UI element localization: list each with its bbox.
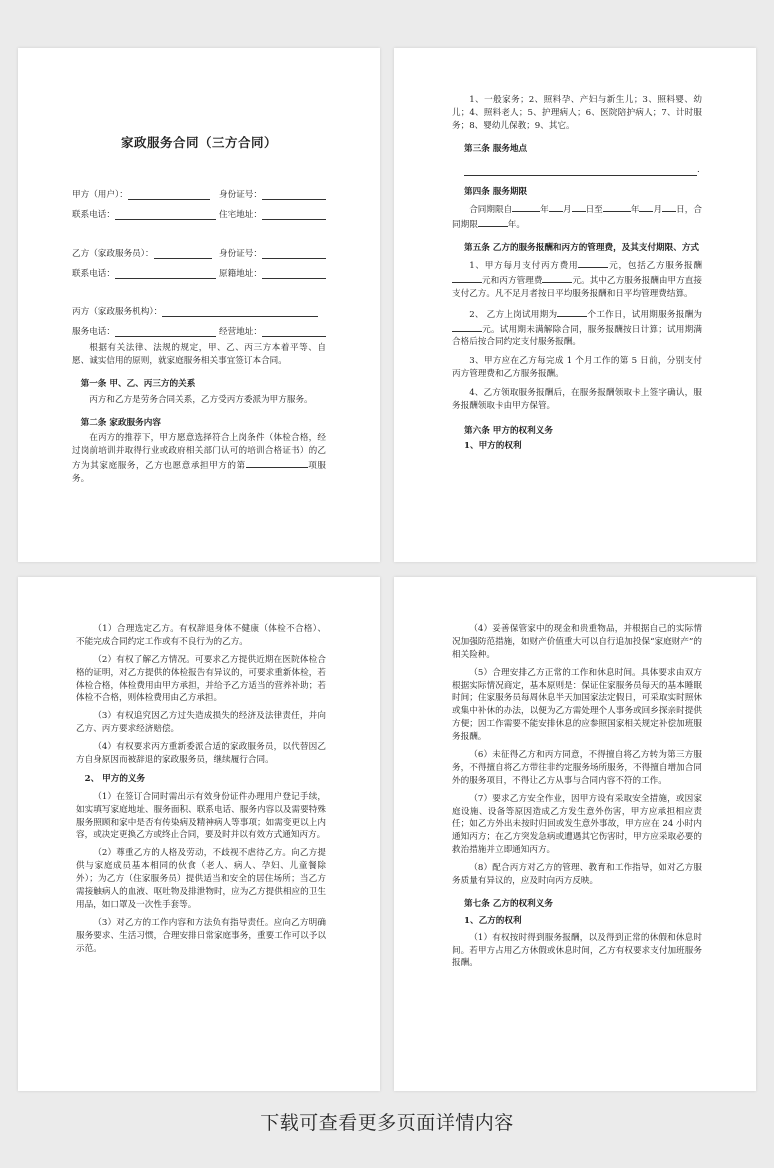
article-5-para-1: 1、甲方每月支付丙方费用 元，包括乙方服务报酬元和丙方管理费 元。其中乙方服务报酬由甲方直接支付乙方。凡不足月者按日平均服务报酬和日平均管理费结算。 (452, 258, 702, 301)
download-more-link[interactable]: 下载可查看更多页面详情内容 (260, 1112, 514, 1134)
party-a-duty-5: （5）合理安排乙方正常的工作和休息时间。具体要求由双方根据实际情况商定，基本原则是：保证住家服务员每天的基本睡眠时间；住家服务员每周休息半天加国家法定假日，可采取实时照休或集中补休的办法，以便为乙方需处理个人事务或回乡探亲时提供方便；因工作需要不能安排休息的应参照国家相关规定补偿加班服务报酬。 (452, 667, 702, 743)
document-page-2 (394, 48, 756, 562)
article-1-text: 丙方和乙方是劳务合同关系，乙方受丙方委派为甲方服务。 (89, 394, 313, 405)
article-2-text-start: 在丙方的推荐下，甲方愿意选择符合上岗条件（体检合格，经过岗前培训并取得行业或政府相关部门认可的培训合格证书）的乙方为其家庭服务，乙方也愿意承担甲方的第 (72, 433, 326, 472)
party-b-row-1 (72, 248, 326, 261)
party-a-duty-8: （8）配合丙方对乙方的管理、教育和工作指导，如对乙方服务质量有异议的，应及时向丙方反映。 (452, 863, 702, 887)
party-a-phone-label: 联系电话： (72, 210, 115, 220)
article-4-text: 合同期限自 年 月 日至 年 月 日，合同期限 年。 (452, 202, 702, 232)
article-6-heading: 第六条 甲方的权利义务 (464, 425, 553, 436)
document-page-4 (394, 577, 756, 1091)
party-c-name-field (162, 306, 318, 317)
party-a-duty-1: （1）在签订合同时需出示有效身份证件办理用户登记手续，如实填写家庭地址、服务面积、联系电话、服务内容以及需要特殊服务照顾和家中是否有传染病及精神病人等事项；如需变更以上内容，或决定更换乙方或终止合同，要及时并以有效方式通知丙方。 (76, 791, 326, 841)
party-a-row-2 (72, 209, 326, 222)
article-1-heading: 第一条 甲、乙、丙三方的关系 (80, 378, 196, 389)
party-a-row-1 (72, 189, 326, 202)
article-2-text (72, 432, 326, 486)
party-b-row-2 (72, 268, 326, 281)
party-c-phone-field (115, 326, 216, 337)
party-c-row-2 (72, 326, 326, 339)
page3-body (76, 623, 326, 955)
party-b-phone-label: 联系电话： (72, 269, 115, 279)
party-a-id-field (262, 189, 326, 200)
party-a-duties-heading: 2、 甲方的义务 (84, 773, 146, 784)
party-b-name-field (154, 248, 212, 259)
party-a-label: 甲方（用户）： (72, 190, 128, 200)
article-4-heading: 第四条 服务期限 (464, 187, 528, 198)
party-a-right-1: （1）合理选定乙方。有权辞退身体不健康（体检不合格）、不能完成合同约定工作或有不良行为的乙方。 (76, 624, 326, 647)
service-items-list: 1、一般家务；2、照料孕、产妇与新生儿；3、照料婴、幼儿；4、照料老人；5、护理病人；6、医院陪护病人；7、计时服务；8、婴幼儿保教；9、其它。 (452, 95, 702, 131)
party-c-address-label: 经营地址： (219, 327, 262, 337)
party-c-address-field (262, 326, 326, 337)
service-location-line: . (452, 164, 702, 177)
party-b-id-label: 身份证号： (219, 249, 262, 259)
party-a-right-4: （4）有权要求丙方重新委派合适的家政服务员，以代替因乙方自身原因而被辞退的家政服务员，继续履行合同。 (76, 742, 326, 766)
article-5-heading: 第五条 乙方的服务报酬和丙方的管理费，及其支付期限、方式 (464, 243, 700, 254)
party-a-address-field (262, 209, 326, 220)
article-5-para-3: 3、甲方应在乙方每完成 1 个月工作的第 5 日前，分别支付丙方管理费和乙方服务报酬。 (452, 356, 702, 380)
article-5-para-2: 2、 乙方上岗试用期为 个工作日，试用期服务报酬为元。试用期未满解除合同，服务报酬按日计算；试用期满合格后按合同约定支付服务报酬。 (452, 307, 702, 350)
article-2-text-end: 项服务。 (72, 461, 326, 485)
intro-paragraph: 根据有关法律、法规的规定，甲、乙、丙三方本着平等、自愿、诚实信用的原则，就家庭服务相关事宜签订本合同。 (72, 343, 326, 366)
party-b-phone-field (115, 268, 216, 279)
document-page-3 (18, 577, 380, 1091)
party-a-duty-4: （4）妥善保管家中的现金和贵重物品，并根据自己的实际情况加强防范措施，如财产价值重大可以自行追加投保“家庭财产”的相关险种。 (452, 624, 702, 660)
party-a-name-field (128, 189, 210, 200)
article-7-heading: 第七条 乙方的权利义务 (464, 898, 553, 909)
article-2-heading: 第二条 家政服务内容 (80, 417, 161, 428)
article-5-para-4: 4、乙方领取服务报酬后，在服务报酬领取卡上签字确认，服务报酬领取卡由甲方保管。 (452, 388, 702, 412)
article-3-heading: 第三条 服务地点 (464, 143, 528, 154)
party-a-duty-6: （6）未征得乙方和丙方同意，不得擅自将乙方转为第三方服务，不得擅自将乙方带往非约定服务场所服务，不得擅自增加合同外的服务项目，不得让乙方从事与合同内容不符的工作。 (452, 750, 702, 786)
page4-body (452, 623, 702, 970)
party-b-id-field (262, 248, 326, 259)
party-b-right-1: （1）有权按时得到服务报酬，以及得到正常的休假和休息时间。若甲方占用乙方休假或休息时间，乙方有权要求支付加班服务报酬。 (452, 932, 702, 969)
party-b-origin-label: 原籍地址： (219, 269, 262, 279)
party-b-label: 乙方（家政服务员）： (72, 249, 154, 259)
page2-body (452, 94, 702, 453)
service-location-field (464, 165, 697, 176)
party-a-duty-3: （3）对乙方的工作内容和方法负有指导责任。应向乙方明确服务要求、生活习惯，合理安排日常家庭事务，重要工作可以予以示范。 (76, 917, 326, 954)
party-c-phone-label: 服务电话： (72, 327, 115, 337)
party-a-right-2: （2）有权了解乙方情况。可要求乙方提供近期在医院体检合格的证明，对乙方提供的体检报告有异议的，可要求重新体检，若体检合格，体检费用由甲方承担，并给予乙方适当的营养补助；若体检不合格，则体检费用由乙方承担。 (76, 654, 326, 704)
party-a-phone-field (115, 209, 216, 220)
party-c-row-1 (72, 306, 326, 319)
party-a-right-3: （3）有权追究因乙方过失造成损失的经济及法律责任，并向乙方、丙方要求经济赔偿。 (76, 711, 326, 735)
party-a-id-label: 身份证号： (219, 190, 262, 200)
page1-body (72, 342, 326, 486)
document-page-1 (18, 48, 380, 562)
article-7-subheading: 1、乙方的权利 (464, 915, 522, 926)
party-c-label: 丙方（家政服务机构）： (72, 307, 163, 317)
service-item-field (246, 458, 308, 468)
party-a-address-label: 住宅地址： (219, 210, 262, 220)
party-b-origin-field (262, 268, 326, 279)
party-a-duty-2: （2）尊重乙方的人格及劳动，不歧视不虐待乙方。向乙方提供与家庭成员基本相同的伙食（老人、病人、孕妇、儿童餐除外）；为乙方（住家服务员）提供适当和安全的居住场所；当乙方需接触病人的血液、呕吐物及排泄物时，应为乙方提供相应的卫生用品，如口罩及一次性手套等。 (76, 848, 326, 910)
contract-title: 家政服务合同（三方合同） (120, 135, 277, 150)
article-6-subheading: 1、甲方的权利 (464, 440, 522, 451)
party-a-duty-7: （7）要求乙方安全作业，因甲方设有采取安全措施，或因家庭设施、设备等原因造成乙方发生意外伤害，甲方应承担相应责任；如乙方外出未按时归回或发生意外事故，甲方应在 24 小时内通知丙方；在乙方突发急病或遭遇其它伤害时，甲方应采取必要的救治措施并立即通知丙方。 (452, 793, 702, 856)
